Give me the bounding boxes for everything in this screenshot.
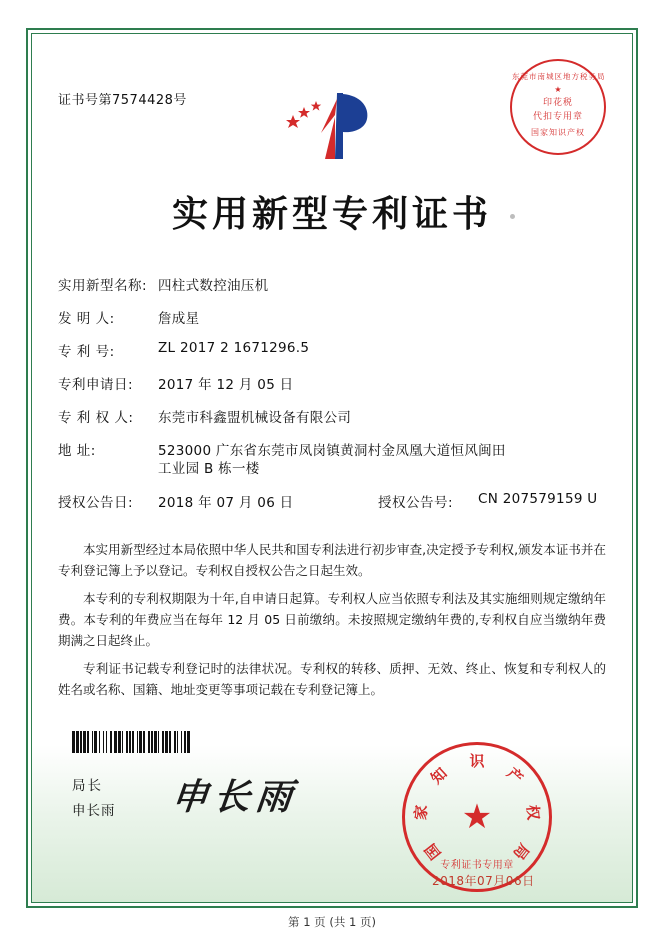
tax-stamp-star-icon: ★ bbox=[554, 85, 562, 94]
page-title: 实用新型专利证书 bbox=[171, 193, 492, 235]
seal-arc-char: 权 bbox=[523, 804, 543, 821]
field-value-inventor: 詹成星 bbox=[158, 311, 200, 327]
page-footer: 第 1 页 (共 1 页) bbox=[288, 915, 376, 929]
director-title-label: 局长 bbox=[72, 778, 103, 794]
field-label-patent-number: 专 利 号: bbox=[58, 344, 115, 360]
field-row-announcement bbox=[58, 491, 606, 524]
field-label-announcement-date: 授权公告日: bbox=[58, 495, 134, 511]
seal-arc-char: 家 bbox=[411, 804, 431, 821]
legal-paragraph-3: 专利证书记载专利登记时的法律状况。专利权的转移、质押、无效、终止、恢复和专利权人的姓名或名称、国籍、地址变更等事项记载在专利登记簿上。 bbox=[58, 661, 606, 697]
certificate-content bbox=[32, 34, 632, 929]
seal-arc-char: 识 bbox=[469, 752, 485, 770]
field-value-address-line2: 工业园 B 栋一楼 bbox=[158, 461, 260, 477]
field-label-utility-model-name: 实用新型名称: bbox=[58, 278, 148, 294]
legal-text-block bbox=[58, 539, 606, 707]
tax-stamp-line1: 印花税 bbox=[542, 98, 573, 108]
field-row-patentee bbox=[58, 406, 606, 439]
field-list bbox=[58, 274, 606, 524]
field-label-announcement-number: 授权公告号: bbox=[378, 495, 454, 511]
field-row-name bbox=[58, 274, 606, 307]
seal-star-icon: ★ bbox=[461, 797, 493, 837]
official-seal bbox=[402, 742, 552, 892]
director-signature: 申长雨 bbox=[169, 776, 300, 818]
legal-paragraph-1: 本实用新型经过本局依照中华人民共和国专利法进行初步审查,决定授予专利权,颁发本证书并在专利登记簿上予以登记。专利权自授权公告之日起生效。 bbox=[58, 542, 606, 578]
field-value-announcement-date: 2018 年 07 月 06 日 bbox=[158, 495, 294, 511]
barcode bbox=[72, 731, 267, 753]
tax-stamp-line2: 代扣专用章 bbox=[532, 112, 583, 122]
seal-arc-char: 国 bbox=[421, 840, 445, 863]
field-value-address-line1: 523000 广东省东莞市凤岗镇黄洞村金凤凰大道恒风闽田 bbox=[158, 443, 506, 459]
field-row-inventor bbox=[58, 307, 606, 340]
seal-arc-char: 产 bbox=[503, 764, 527, 788]
field-row-application-date bbox=[58, 373, 606, 406]
legal-paragraph-2: 本专利的专利权期限为十年,自申请日起算。专利权人应当依照专利法及其实施细则规定缴纳年费。本专利的年费应当在每年 12 月 05 日前缴纳。未按照规定缴纳年费的,专利权自应当缴纳年费期满之日起终止。 bbox=[58, 591, 606, 648]
director-name: 申长雨 bbox=[72, 803, 116, 819]
field-row-address bbox=[58, 439, 606, 491]
tax-stamp-line3: 国家知识产权 bbox=[531, 128, 585, 137]
title-decoration-dot bbox=[510, 214, 515, 219]
field-value-utility-model-name: 四柱式数控油压机 bbox=[158, 278, 269, 294]
seal-arc-char: 局 bbox=[509, 840, 533, 863]
seal-arc-char: 知 bbox=[427, 764, 451, 788]
seal-bottom-text: 专利证书专用章 bbox=[440, 860, 514, 871]
tax-stamp-arc-text: 东莞市南城区地方税务局 bbox=[512, 72, 606, 81]
field-label-address: 地 址: bbox=[58, 443, 96, 459]
field-label-patentee: 专 利 权 人: bbox=[58, 410, 134, 426]
certificate-number: 证书号第7574428号 bbox=[58, 93, 187, 108]
field-value-patentee: 东莞市科鑫盟机械设备有限公司 bbox=[158, 410, 352, 426]
field-value-announcement-number: CN 207579159 U bbox=[478, 491, 598, 507]
field-label-application-date: 专利申请日: bbox=[58, 377, 134, 393]
seal-date: 2018年07月06日 bbox=[432, 874, 535, 888]
field-row-patent-number bbox=[58, 340, 606, 373]
field-label-inventor: 发 明 人: bbox=[58, 311, 115, 327]
field-value-application-date: 2017 年 12 月 05 日 bbox=[158, 377, 294, 393]
patent-office-logo-icon bbox=[277, 89, 387, 164]
field-value-patent-number: ZL 2017 2 1671296.5 bbox=[158, 340, 310, 356]
tax-stamp bbox=[510, 59, 606, 155]
